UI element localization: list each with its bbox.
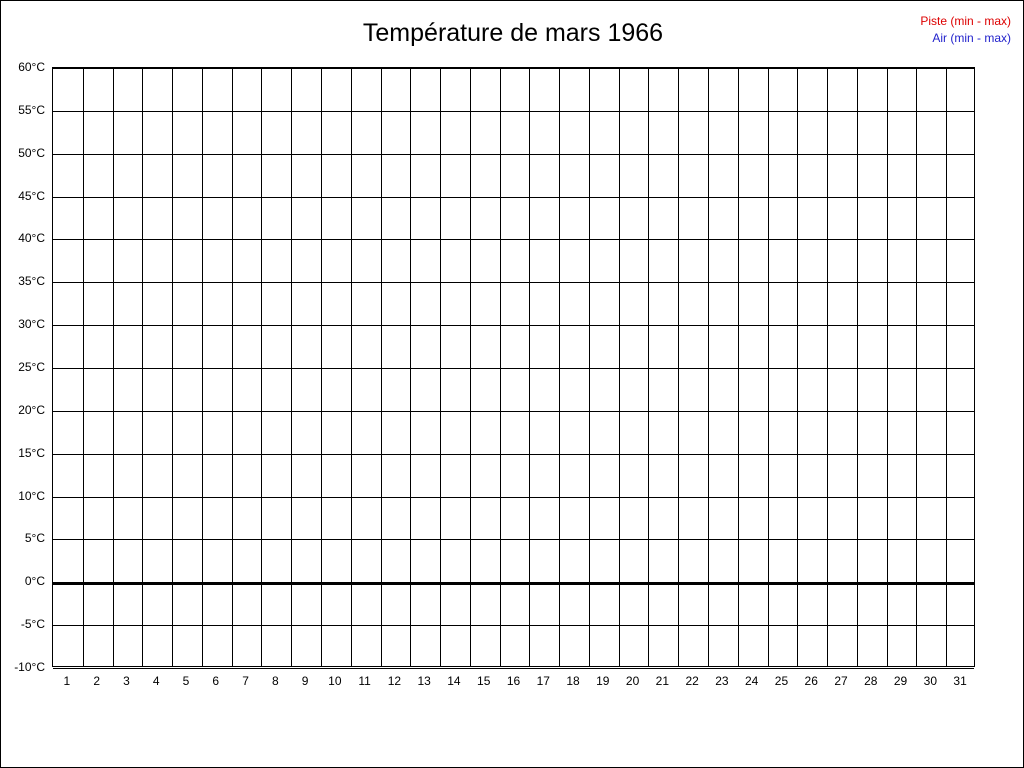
x-gridline	[916, 68, 917, 666]
legend-item-piste: Piste (min - max)	[920, 14, 1011, 28]
x-gridline	[529, 68, 530, 666]
y-gridline	[53, 668, 974, 669]
x-axis-tick-label: 26	[804, 674, 818, 688]
x-axis-tick-label: 13	[417, 674, 431, 688]
x-gridline	[857, 68, 858, 666]
x-gridline	[440, 68, 441, 666]
y-gridline	[53, 197, 974, 198]
y-axis-tick-label: 25°C	[18, 360, 45, 374]
x-axis-tick-label: 7	[242, 674, 249, 688]
x-gridline	[351, 68, 352, 666]
x-axis-tick-label: 22	[685, 674, 699, 688]
x-axis-tick-label: 20	[625, 674, 640, 688]
x-gridline	[500, 68, 501, 666]
y-axis-tick-label: 0°C	[24, 574, 45, 589]
y-axis-tick-label: 10°C	[18, 488, 45, 503]
x-axis-tick-label: 16	[506, 674, 521, 688]
x-axis-tick-label: 15	[477, 674, 491, 688]
x-axis-tick-label: 18	[566, 674, 580, 688]
x-gridline	[470, 68, 471, 666]
x-axis-tick-label: 31	[953, 674, 967, 688]
x-gridline	[648, 68, 649, 666]
x-axis-tick-label: 14	[447, 674, 461, 688]
x-gridline	[261, 68, 262, 666]
y-gridline	[53, 239, 974, 240]
y-gridline	[53, 111, 974, 112]
x-axis-tick-label: 23	[715, 674, 729, 688]
y-axis-tick-label: 55°C	[18, 102, 45, 117]
y-axis-tick-label: -10°C	[14, 660, 45, 674]
x-axis-tick-label: 17	[536, 674, 550, 688]
y-axis-tick-label: 5°C	[24, 531, 45, 546]
y-axis-tick-label: -5°C	[20, 617, 45, 632]
legend-item-air: Air (min - max)	[932, 31, 1011, 45]
x-axis-tick-label: 19	[596, 674, 610, 688]
x-gridline	[827, 68, 828, 666]
y-axis-tick-label: 50°C	[18, 145, 45, 160]
plot-area	[52, 67, 975, 667]
x-axis-tick-label: 1	[63, 674, 71, 688]
y-gridline	[53, 68, 974, 69]
x-axis-tick-label: 24	[745, 674, 759, 688]
x-gridline	[946, 68, 947, 666]
x-gridline	[797, 68, 798, 666]
x-axis-tick-label: 5	[182, 674, 190, 688]
y-axis-tick-label: 60°C	[18, 60, 45, 74]
x-axis-tick-label: 25	[774, 674, 789, 688]
y-gridline	[53, 454, 974, 455]
x-axis-tick-label: 9	[301, 674, 309, 688]
y-gridline	[53, 154, 974, 155]
x-gridline	[559, 68, 560, 666]
x-gridline	[381, 68, 382, 666]
y-gridline	[53, 325, 974, 326]
chart-legend	[920, 13, 1011, 47]
y-axis-tick-label: 45°C	[18, 188, 45, 203]
x-gridline	[768, 68, 769, 666]
x-gridline	[678, 68, 679, 666]
y-axis-tick-label: 35°C	[18, 274, 45, 289]
y-gridline	[53, 282, 974, 283]
x-axis-tick-label: 8	[271, 674, 279, 688]
x-gridline	[738, 68, 739, 666]
y-gridline	[53, 368, 974, 369]
x-gridline	[113, 68, 114, 666]
x-gridline	[887, 68, 888, 666]
x-gridline	[291, 68, 292, 666]
x-axis-tick-label: 11	[358, 674, 371, 688]
x-axis-tick-label: 27	[834, 674, 848, 688]
x-gridline	[321, 68, 322, 666]
y-gridline	[53, 625, 974, 626]
x-gridline	[83, 68, 84, 666]
y-gridline	[53, 539, 974, 540]
y-gridline	[53, 582, 974, 585]
x-gridline	[142, 68, 143, 666]
x-axis-tick-label: 6	[212, 674, 220, 688]
x-axis-tick-label: 28	[864, 674, 878, 688]
x-axis-tick-label: 2	[93, 674, 100, 688]
x-axis-tick-label: 10	[328, 674, 342, 688]
x-gridline	[708, 68, 709, 666]
x-axis-tick-label: 4	[152, 674, 160, 688]
y-gridline	[53, 497, 974, 498]
y-axis-tick-label: 30°C	[18, 317, 45, 332]
x-axis-tick-label: 30	[923, 674, 938, 688]
x-gridline	[410, 68, 411, 666]
y-gridline	[53, 411, 974, 412]
y-axis-tick-label: 40°C	[18, 231, 45, 246]
x-axis-tick-label: 12	[387, 674, 402, 688]
x-axis-tick-label: 29	[893, 674, 908, 688]
y-axis-tick-label: 15°C	[18, 445, 45, 460]
y-axis-tick-label: 20°C	[18, 402, 45, 417]
x-gridline	[619, 68, 620, 666]
x-gridline	[172, 68, 173, 666]
page-title: Température de mars 1966	[362, 19, 664, 47]
x-axis-tick-label: 3	[123, 674, 130, 688]
x-gridline	[589, 68, 590, 666]
x-gridline	[232, 68, 233, 666]
x-gridline	[202, 68, 203, 666]
x-axis-tick-label: 21	[655, 674, 670, 688]
